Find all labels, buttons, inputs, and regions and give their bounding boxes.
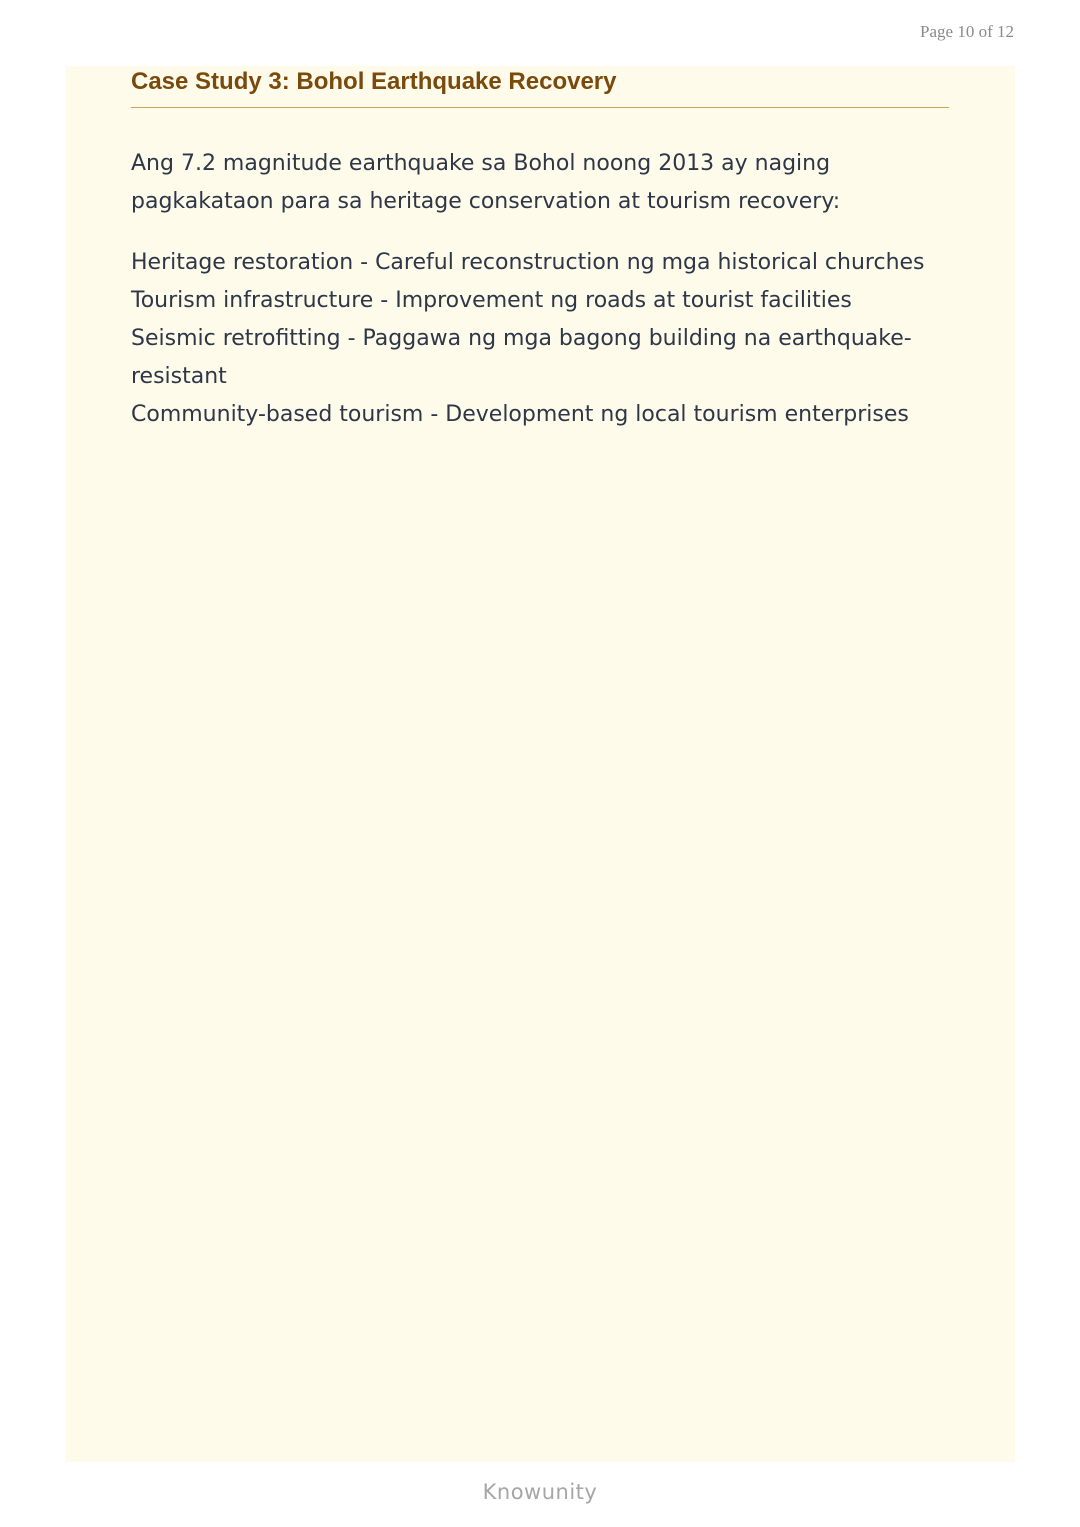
footer-brand: Knowunity	[482, 1480, 598, 1504]
recovery-list	[131, 244, 941, 434]
list-item: Tourism infrastructure - Improvement ng roads at tourist facilities	[131, 288, 852, 313]
page-number: Page 10 of 12	[920, 22, 1014, 41]
section-title: Case Study 3: Bohol Earthquake Recovery	[131, 68, 617, 95]
intro-paragraph: Ang 7.2 magnitude earthquake sa Bohol noong 2013 ay naging pagkakataon para sa heritage conservation at tourism recovery:	[131, 151, 841, 214]
list-item: Community-based tourism - Development ng local tourism enterprises	[131, 402, 909, 427]
list-item: Seismic retrofitting - Paggawa ng mga bagong building na earthquake-resistant	[131, 326, 912, 389]
content-panel	[66, 66, 1015, 1462]
list-item: Heritage restoration - Careful reconstruction ng mga historical churches	[131, 250, 925, 275]
title-divider	[131, 107, 949, 108]
